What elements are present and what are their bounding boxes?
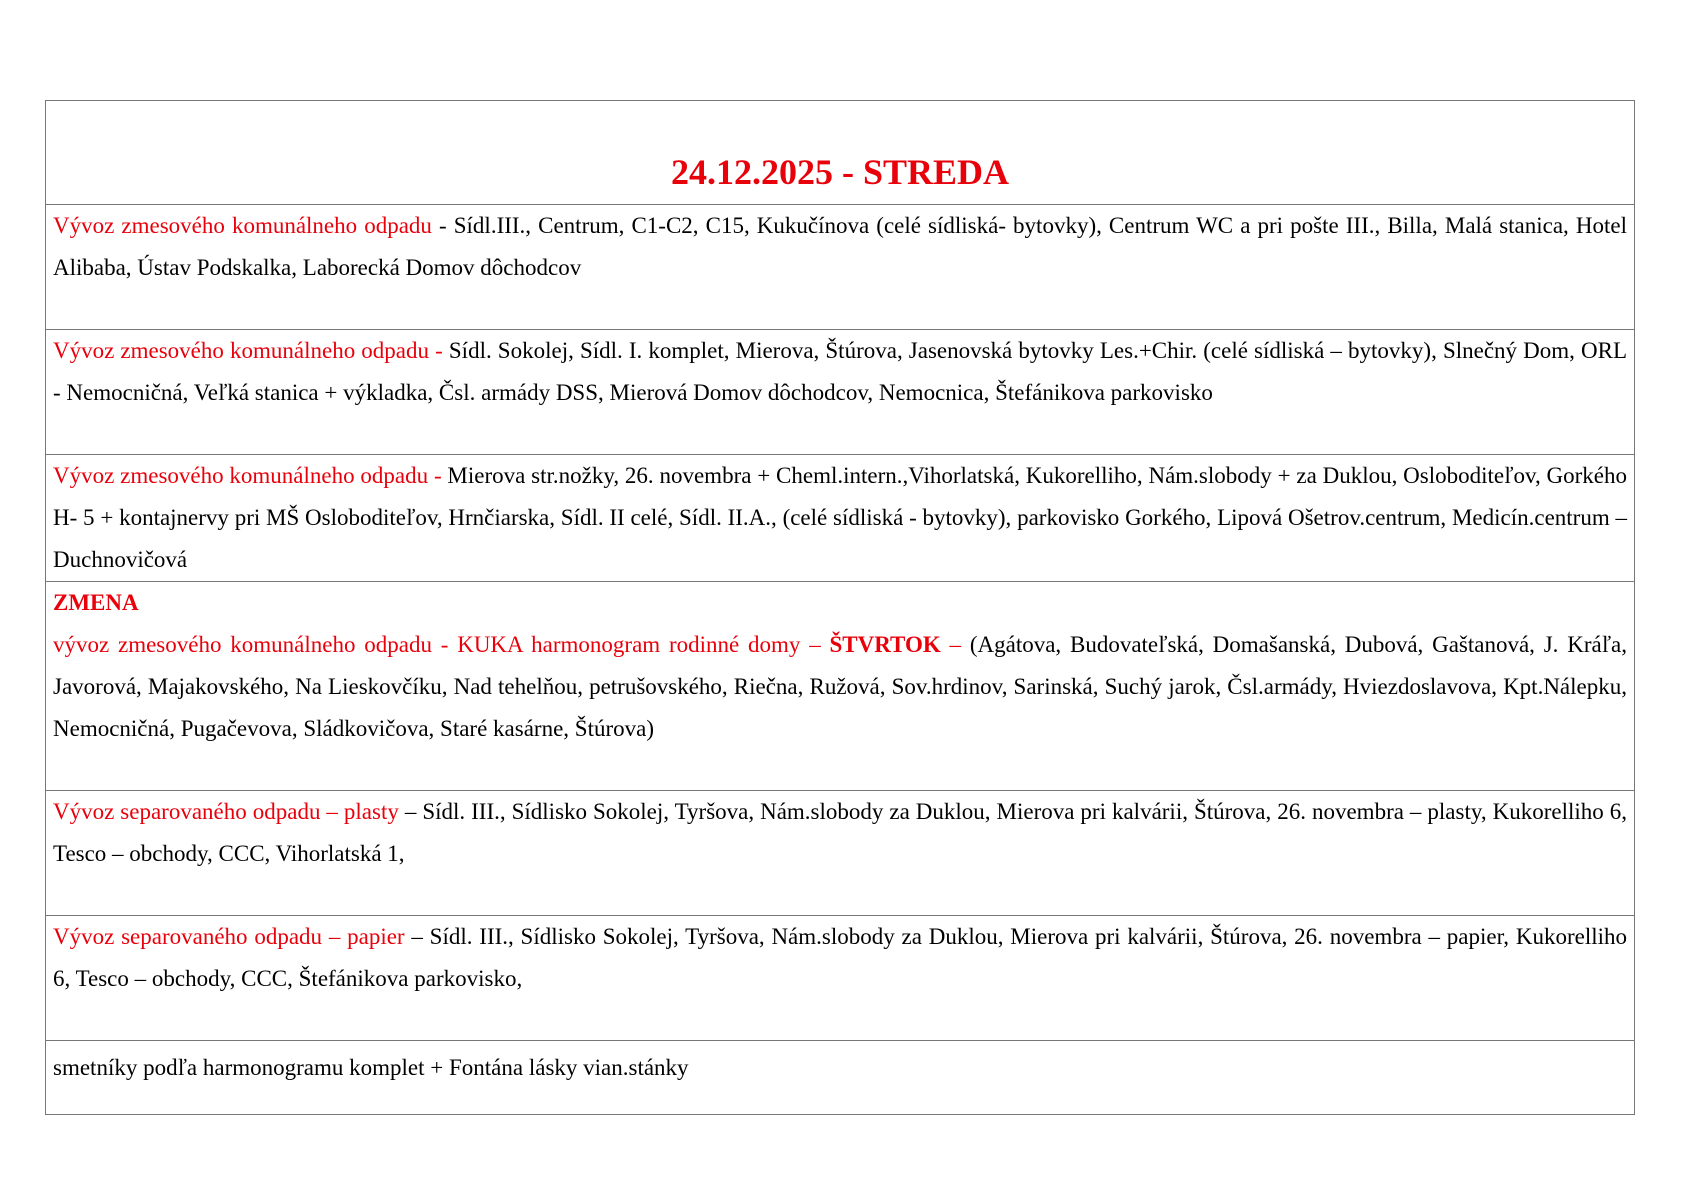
page-title: 24.12.2025 - STREDA xyxy=(670,152,1010,192)
waste-type-label: Vývoz zmesového komunálneho odpadu - xyxy=(53,463,442,488)
location-list: Mierova str.nožky, 26. novembra + Cheml.intern.,Vihorlatská, Kukorelliho, Nám.slobody + za Duklou, Osloboditeľov, Gorkého H- 5 + kontajnervy pri MŠ Osloboditeľov, Hrnčiarska, Sídl. II celé, Sídl. II.A., (celé sídliská - bytovky), parkovisko Gorkého, Lipová Ošetrov.centrum, Medicín.centrum – Duchnovičová xyxy=(53,463,1627,572)
mixed-waste-row-1 xyxy=(46,205,1635,330)
schedule-table xyxy=(45,100,1635,1115)
plastics-cell xyxy=(46,791,1635,916)
waste-type-label: Vývoz separovaného odpadu – plasty xyxy=(53,799,399,824)
mixed-waste-row-2 xyxy=(46,330,1635,455)
title-cell xyxy=(46,101,1635,205)
location-list: Sídl. Sokolej, Sídl. I. komplet, Mierova, Štúrova, Jasenovská bytovky Les.+Chir. (celé sídliská – bytovky), Slnečný Dom, ORL - Nemocničná, Veľká stanica + výkladka, Čsl. armády DSS, Mierová Domov dôchodcov, Nemocnica, Štefánikova parkovisko xyxy=(53,338,1628,405)
change-row xyxy=(46,582,1635,791)
footer-row xyxy=(46,1041,1635,1115)
waste-type-label: vývoz zmesového komunálneho odpadu - KUKA harmonogram rodinné domy – xyxy=(53,632,830,657)
mixed-waste-cell-2 xyxy=(46,330,1635,455)
mixed-waste-cell-3 xyxy=(46,455,1635,582)
title-row xyxy=(46,101,1635,205)
plastics-row xyxy=(46,791,1635,916)
street-list: (Agátova, Budovateľská, Domašanská, Dubová, Gaštanová, J. Kráľa, Javorová, Majakovského, Na Lieskovčíku, Nad tehelňou, petrušovského, Riečna, Ružová, Sov.hrdinov, Sarinská, Suchý jarok, Čsl.armády, Hviezdoslavova, Kpt.Nálepku, Nemocničná, Pugačevova, Sládkovičova, Staré kasárne, Štúrova) xyxy=(53,632,1627,741)
waste-type-label: Vývoz zmesového komunálneho odpadu xyxy=(53,213,432,238)
mixed-waste-cell-1 xyxy=(46,205,1635,330)
change-heading: ZMENA xyxy=(53,590,139,615)
location-list: - Sídl.III., Centrum, C1-C2, C15, Kukučínova (celé sídliská- bytovky), Centrum WC a pri pošte III., Billa, Malá stanica, Hotel Alibaba, Ústav Podskalka, Laborecká Domov dôchodcov xyxy=(53,213,1627,280)
mixed-waste-row-3 xyxy=(46,455,1635,582)
waste-type-label: Vývoz separovaného odpadu – papier xyxy=(53,924,405,949)
change-cell xyxy=(46,582,1635,791)
waste-type-label: Vývoz zmesového komunálneho odpadu - xyxy=(53,338,443,363)
footer-cell xyxy=(46,1041,1635,1115)
location-list: – Sídl. III., Sídlisko Sokolej, Tyršova, Nám.slobody za Duklou, Mierova pri kalvárii, Štúrova, 26. novembra – papier, Kukorelliho 6, Tesco – obchody, CCC, Štefánikova parkovisko, xyxy=(53,924,1627,991)
paper-cell xyxy=(46,916,1635,1041)
location-list: – Sídl. III., Sídlisko Sokolej, Tyršova, Nám.slobody za Duklou, Mierova pri kalvárii, Štúrova, 26. novembra – plasty, Kukorelliho 6, Tesco – obchody, CCC, Vihorlatská 1, xyxy=(53,799,1627,866)
day-label: ŠTVRTOK xyxy=(829,632,941,657)
paper-row xyxy=(46,916,1635,1041)
footer-note: smetníky podľa harmonogramu komplet + Fontána lásky vian.stánky xyxy=(53,1055,689,1080)
dash-separator: – xyxy=(940,632,962,657)
